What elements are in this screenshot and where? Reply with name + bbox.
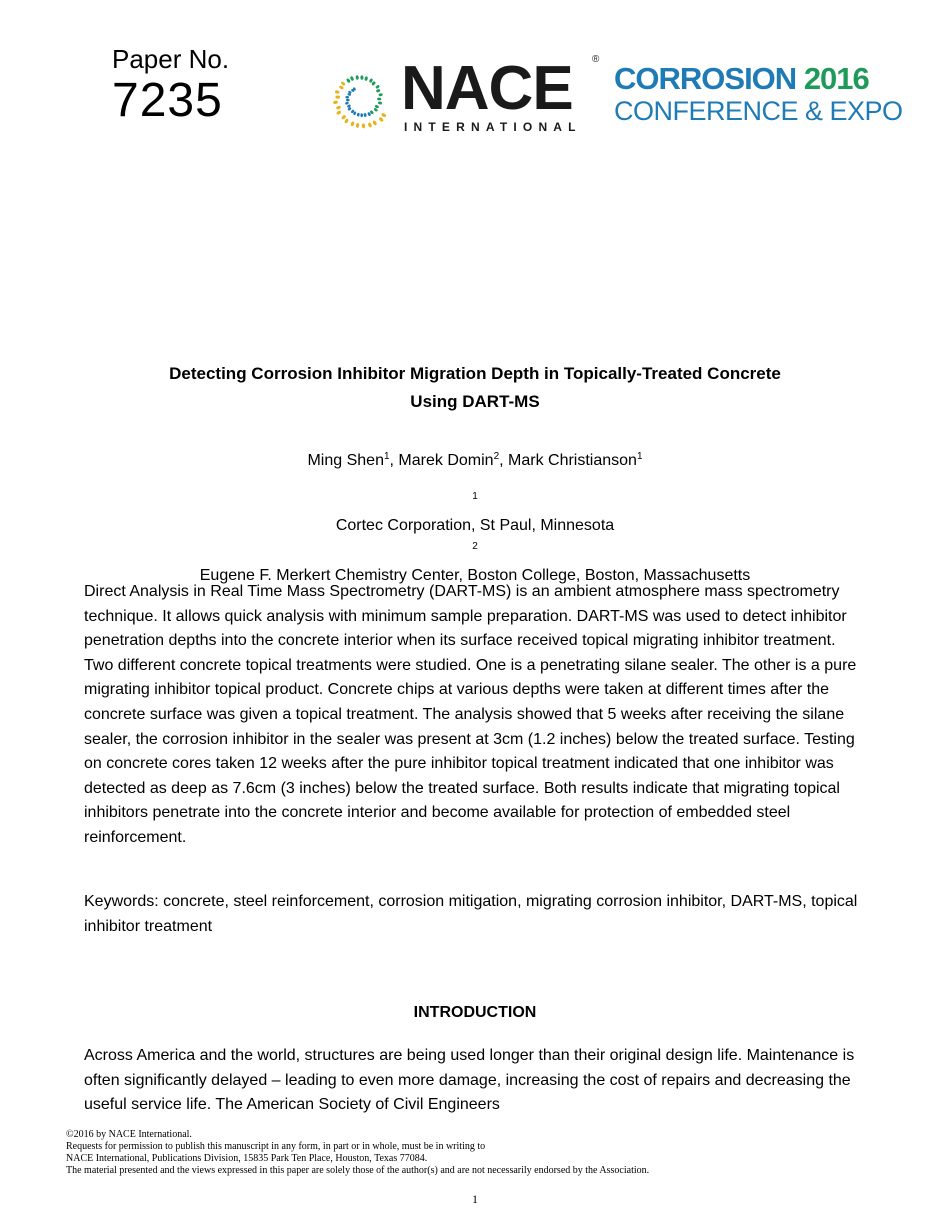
- swirl-dot: [339, 85, 344, 90]
- swirl-dot: [373, 107, 378, 112]
- copyright-footer: [66, 1129, 649, 1177]
- swirl-dot: [346, 99, 350, 102]
- introduction-text: Across America and the world, structures are being used longer than their original design life. Maintenance is often significantly delayed – leading to even more damage, increasing the cost of repairs and decreasing the useful service life. The American Society of Civil Engineers: [84, 1047, 855, 1114]
- swirl-dot: [345, 101, 349, 105]
- conference-word: CORROSION: [614, 61, 797, 96]
- affiliation-text: Cortec Corporation, St Paul, Minnesota: [335, 517, 615, 534]
- swirl-dot: [381, 112, 387, 118]
- author-name: Marek Domin: [398, 452, 494, 469]
- author-affiliation-mark: 1: [636, 451, 643, 462]
- conference-title: [614, 62, 903, 96]
- swirl-dot: [377, 98, 381, 101]
- conference-year: 2016: [803, 61, 869, 96]
- swirl-dot: [378, 101, 383, 105]
- swirl-dot: [376, 89, 381, 93]
- nace-logo: [324, 54, 610, 136]
- swirl-dot: [357, 113, 360, 117]
- swirl-dot: [340, 81, 345, 86]
- swirl-dot: [341, 114, 347, 120]
- swirl-dot: [350, 76, 355, 81]
- nace-logo-subtext: INTERNATIONAL: [404, 120, 582, 134]
- paper-title-line-2: Using DART-MS: [410, 392, 540, 411]
- author-separator: ,: [499, 452, 509, 469]
- swirl-dot: [336, 110, 342, 115]
- swirl-dot: [374, 104, 379, 108]
- registered-mark: ®: [592, 54, 600, 65]
- swirl-dot: [335, 90, 340, 94]
- abstract: Direct Analysis in Real Time Mass Spectrometry (DART-MS) is an ambient atmosphere mass spectrometry technique. It allows quick analysis with minimum sample preparation. DART-MS was used to detect inhibitor penetration depths into the concrete interior when its surface received topical migrating inhibitor treatment. Two different concrete topical treatments were studied. One is a penetrating silane sealer. The other is a pure migrating inhibitor topical product. Concrete chips at various depths were taken at different times after the concrete surface was given a topical treatment. The analysis showed that 5 weeks after receiving the silane sealer, the corrosion inhibitor in the sealer was present at 3cm (1.2 inches) below the treated surface. Testing on concrete cores taken 12 weeks after the pure inhibitor topical treatment indicated that one inhibitor was detected as deep as 7.6cm (3 inches) below the treated surface. Both results indicate that migrating topical inhibitors penetrate into the concrete interior and become available for protection of embedded steel reinforcement.: [84, 583, 857, 846]
- swirl-dot: [335, 95, 340, 99]
- swirl-dot: [363, 113, 367, 118]
- author-name: Ming Shen: [307, 452, 384, 469]
- page-number: 1: [472, 1192, 478, 1206]
- author-list: [84, 450, 866, 472]
- conference-subtitle: CONFERENCE & EXPO: [614, 96, 903, 126]
- author-affiliation-mark: 1: [383, 451, 390, 462]
- nace-swirl-icon: [324, 64, 398, 134]
- footer-line: NACE International, Publications Division, 15835 Park Ten Place, Houston, Texas 77084.: [66, 1153, 428, 1164]
- affiliation-list: [84, 488, 866, 588]
- swirl-dot: [378, 116, 384, 122]
- footer-line: The material presented and the views expressed in this paper are solely those of the author(s) and are not necessarily endorsed by the Association.: [66, 1165, 650, 1176]
- swirl-dot: [356, 123, 360, 128]
- author-separator: ,: [389, 452, 399, 469]
- paper-number: 7235: [112, 74, 223, 127]
- footer-line: Requests for permission to publish this manuscript in any form, in part or in whole, must be in writing to: [66, 1141, 486, 1152]
- paper-title: [84, 360, 866, 416]
- paper-number-block: [112, 44, 229, 128]
- affiliation-text: Eugene F. Merkert Chemistry Center, Boston College, Boston, Massachusetts: [199, 567, 751, 584]
- swirl-dot: [355, 75, 359, 80]
- swirl-dot: [364, 76, 368, 81]
- affiliation-mark: 2: [472, 541, 478, 552]
- footer-line: ©2016 by NACE International.: [66, 1129, 192, 1140]
- keywords: Keywords: concrete, steel reinforcement, corrosion mitigation, migrating corrosion inhibitor, DART-MS, topical inhibitor treatment: [84, 893, 858, 935]
- swirl-dot: [378, 93, 383, 97]
- swirl-dot: [333, 100, 338, 104]
- paper-title-line-1: Detecting Corrosion Inhibitor Migration Depth in Topically-Treated Concrete: [169, 364, 781, 383]
- author-affiliation-mark: 2: [493, 451, 500, 462]
- author-name: Mark Christianson: [508, 452, 637, 469]
- section-heading-introduction: INTRODUCTION: [413, 1004, 537, 1021]
- swirl-dot: [344, 118, 349, 124]
- swirl-dot: [362, 123, 366, 128]
- swirl-dot: [346, 78, 351, 83]
- nace-logo-text: NACE: [401, 54, 573, 123]
- affiliation-mark: 1: [472, 491, 478, 502]
- affiliation: [84, 488, 866, 538]
- swirl-dot: [375, 84, 380, 89]
- conference-logo: [614, 62, 903, 126]
- swirl-dot: [368, 122, 373, 128]
- swirl-dot: [350, 121, 355, 127]
- swirl-dot: [360, 75, 363, 80]
- swirl-dot: [336, 105, 342, 110]
- swirl-dot: [345, 96, 349, 99]
- swirl-dot: [372, 120, 378, 126]
- paper-label: Paper No.: [112, 44, 230, 74]
- swirl-dot: [360, 113, 363, 117]
